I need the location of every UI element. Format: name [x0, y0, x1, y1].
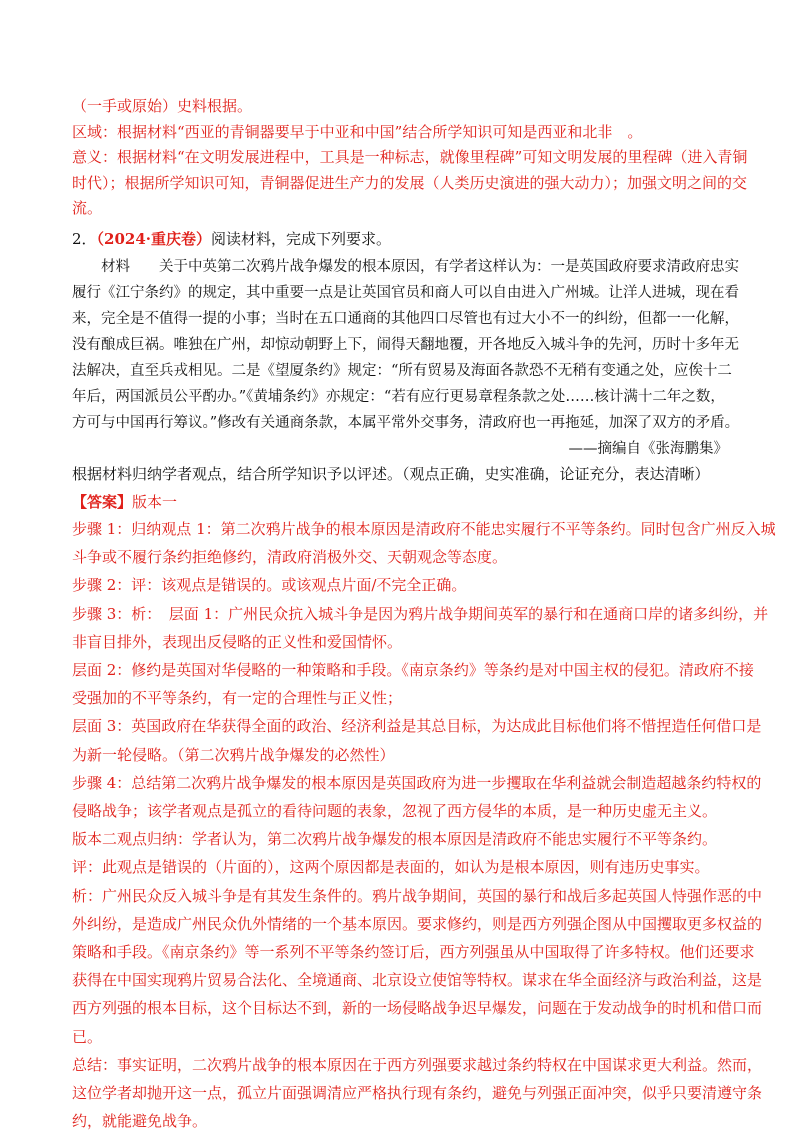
answer-line: 斗争或不履行条约拒绝修约，清政府消极外交、天朝观念等态度。: [72, 548, 508, 567]
answer-label: 【答案】: [72, 492, 133, 511]
text-line: （一手或原始）史料根据。: [72, 97, 253, 115]
answer-line: 评：此观点是错误的（片面的），这两个原因都是表面的，如认为是根本原因，则有违历史事实。: [72, 858, 710, 877]
text-line: 时代）；根据所学知识可知，青铜器促进生产力的发展（人类历史演进的强大动力）；加强文明之间的交: [72, 173, 748, 192]
answer-line: 受强加的不平等条约，有一定的合理性与正义性；: [72, 689, 403, 708]
answer-line: 非盲目排外，表现出反侵略的正义性和爱国情怀。: [72, 632, 403, 651]
answer-line: 步骤 2：评：该观点是错误的。或该观点片面/不完全正确。: [72, 576, 467, 595]
answer-line: 层面 3：英国政府在华获得全面的政治、经济利益是其总目标，为达成此目标他们将不惜捏造任何借口是: [72, 717, 762, 736]
answer-line: 这位学者却抛开这一点，孤立片面强调清应严格执行现有条约，避免与列强正面冲突，似乎只要清遵守条: [72, 1084, 763, 1103]
answer-line: 总结：事实证明，二次鸦片战争的根本原因在于西方列强要求越过条约特权在中国谋求更大利益。然而，: [72, 1055, 763, 1074]
material-line: 年后，两国派员公平酌办。”《黄埔条约》亦规定：“若有应行更易章程条款之处……核计满十二年之数，: [72, 389, 725, 405]
material-line: 没有酿成巨祸。唯独在广州，却惊动朝野上下，闹得天翻地覆，开各地反入城斗争的先河，历时十多年无: [72, 337, 739, 353]
answer-line: 步骤 4：总结第二次鸦片战争爆发的根本原因是英国政府为进一步攫取在华利益就会制造超越条约特权的: [72, 773, 762, 792]
question-prompt: 阅读材料，完成下列要求。: [211, 229, 392, 248]
answer-line: 西方列强的根本目标，这个目标达不到，新的一场侵略战争迟早爆发，问题在于发动战争的时机和借口而: [72, 999, 763, 1018]
answer-line: 步骤 3：析： 层面 1：广州民众抗入城斗争是因为鸦片战争期间英军的暴行和在通商口岸的诸多纠纷，并: [72, 604, 769, 623]
material-citation: ——摘编自《张海鹏集》: [568, 441, 728, 457]
material-line: 材料 关于中英第二次鸦片战争爆发的根本原因，有学者这样认为：一是英国政府要求清政府忠实: [101, 259, 739, 275]
material-block: [72, 254, 740, 462]
answer-line: 获得在中国实现鸦片贸易合法化、全境通商、北京设立使馆等特权。谋求在华全面经济与政治利益，这是: [72, 971, 763, 990]
answer-heading: [72, 490, 728, 516]
answer-line: 层面 2：修约是英国对华侵略的一种策略和手段。《南京条约》等条约是对中国主权的侵犯。清政府不接: [72, 661, 754, 680]
answer-body: [72, 515, 776, 1135]
question-source: （2024·重庆卷）: [96, 229, 212, 248]
material-line: 来，完全是不值得一提的小事；当时在五口通商的其他四口尽管也有过大小不一的纠纷，但都一一化解，: [72, 311, 739, 327]
answer-line: 步骤 1：归纳观点 1：第二次鸦片战争的根本原因是清政府不能忠实履行不平等条约。同时包含广州反入城: [72, 520, 776, 538]
answer-line: 外纠纷，是造成广州民众仇外情绪的一个基本原因。要求修约，则是西方列强企图从中国攫取更多权益的: [72, 914, 763, 933]
text-line: 意义：根据材料“在文明发展进程中，工具是一种标志，就像里程碑”可知文明发展的里程碑（进入青铜: [72, 148, 748, 166]
material-line: 履行《江宁条约》的规定，其中重要一点是让英国官员和商人可以自由进入广州城。让洋人进城，现在看: [72, 285, 739, 301]
question-requirement: 根据材料归纳学者观点，结合所学知识予以评述。（观点正确，史实准确，论证充分，表达清晰）: [72, 465, 710, 483]
answer-line: 析：广州民众反入城斗争是有其发生条件的。鸦片战争期间，英国的暴行和战后多起英国人恃强作恶的中: [72, 886, 763, 905]
text-line: 区域：根据材料“西亚的青铜器要早于中亚和中国”结合所学知识可知是西亚和北非 。: [72, 122, 643, 141]
document-page: [72, 94, 776, 1135]
answer-line: 版本二观点归纳：学者认为，第二次鸦片战争爆发的根本原因是清政府不能忠实履行不平等条约。: [72, 830, 718, 849]
material-line: 法解决，直至兵戎相见。二是《望厦条约》规定：“所有贸易及海面各款恐不无稍有变通之处，应俟十二: [72, 363, 732, 379]
answer-line: 已。: [72, 1027, 103, 1046]
material-line: 方可与中国再行筹议。”修改有关通商条款，本属平常外交事务，清政府也一再拖延，加深了双方的矛盾。: [72, 415, 740, 431]
answer-line: 为新一轮侵略。（第二次鸦片战争爆发的必然性）: [72, 745, 395, 764]
answer-line: 侵略战争；该学者观点是孤立的看待问题的表象，忽视了西方侵华的本质，是一种历史虚无主义。: [72, 802, 718, 821]
prev-answer-section: [72, 94, 748, 222]
answer-version: 版本一: [132, 492, 178, 511]
text-line: 流。: [72, 199, 103, 217]
answer-line: 约，就能避免战争。: [72, 1112, 208, 1131]
question-heading: [72, 227, 728, 253]
answer-line: 策略和手段。《南京条约》等一系列不平等条约签订后，西方列强虽从中国取得了许多特权。他们还要求: [72, 943, 755, 962]
question-number: 2．: [72, 229, 97, 248]
